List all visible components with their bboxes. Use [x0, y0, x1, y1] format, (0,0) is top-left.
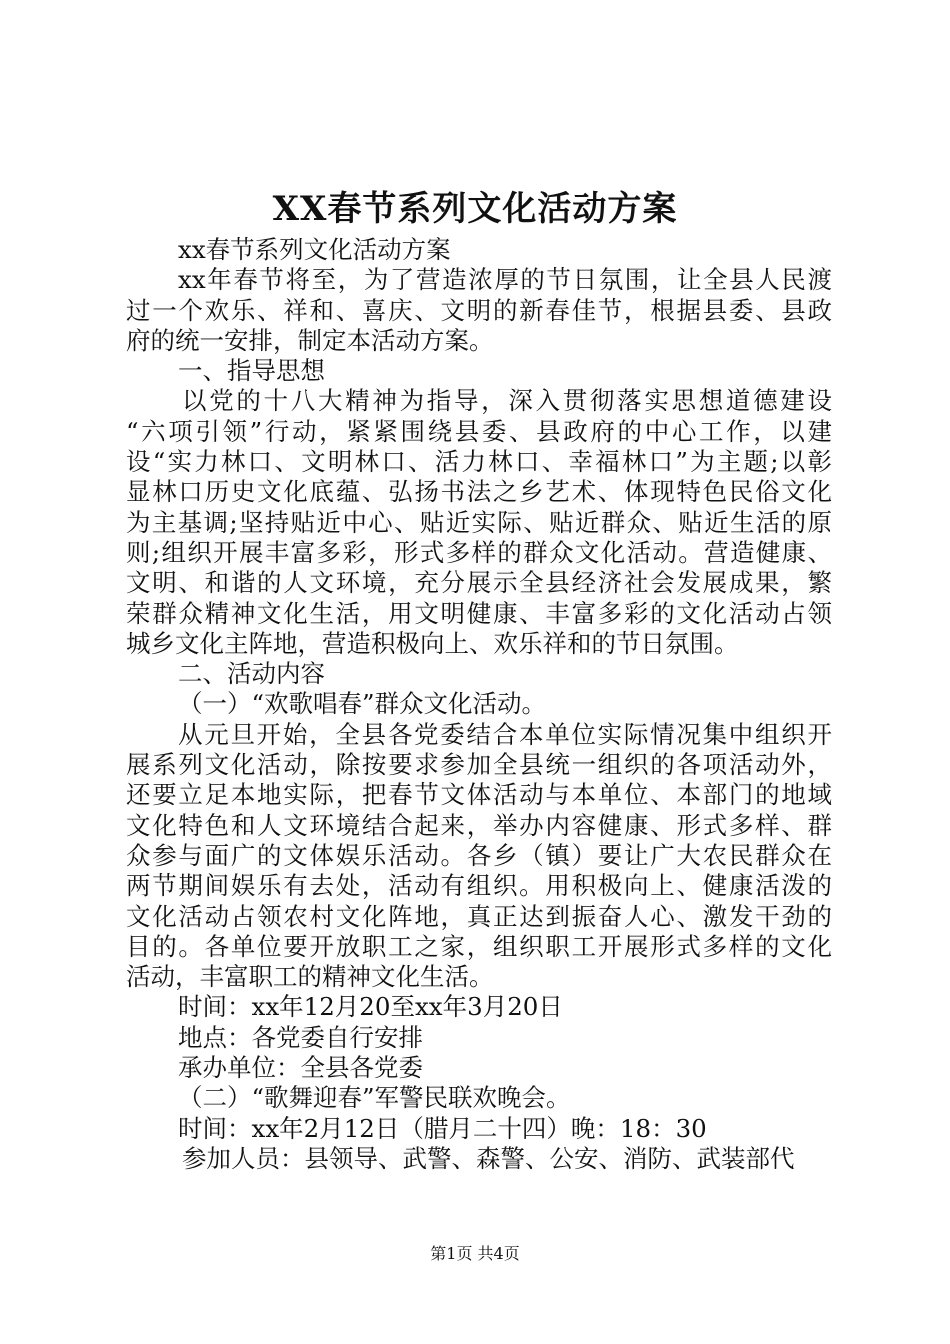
text-line: 两节期间娱乐有去处，活动有组织。用积极向上、健康活泼的: [126, 871, 832, 901]
page-footer: 第1页 共4页: [430, 1244, 520, 1263]
subsection-heading: （一）“欢歌唱春”群众文化活动。: [178, 689, 547, 719]
text-line: 显林口历史文化底蕴、弘扬书法之乡艺术、体现特色民俗文化: [126, 477, 832, 507]
text-line: 活动，丰富职工的精神文化生活。: [126, 962, 494, 992]
text-line: 承办单位：全县各党委: [178, 1053, 423, 1083]
text-line: xx年春节将至，为了营造浓厚的节日氛围，让全县人民渡: [178, 265, 832, 295]
document-body: [126, 235, 832, 1174]
text-line: 时间：xx年12月20至xx年3月20日: [178, 992, 563, 1022]
text-line: 城乡文化主阵地，营造积极向上、欢乐祥和的节日氛围。: [126, 628, 739, 658]
text-line: 为主基调;坚持贴近中心、贴近实际、贴近群众、贴近生活的原: [126, 507, 832, 537]
text-line: 文明、和谐的人文环境，充分展示全县经济社会发展成果，繁: [126, 568, 832, 598]
text-line: 文化活动占领农村文化阵地，真正达到振奋人心、激发干劲的: [126, 901, 832, 931]
text-line: 众参与面广的文体娱乐活动。各乡（镇）要让广大农民群众在: [126, 840, 832, 870]
document-title: XX春节系列文化活动方案: [272, 189, 678, 229]
text-line: 以党的十八大精神为指导，深入贯彻落实思想道德建设: [182, 386, 832, 416]
text-line: 从元旦开始，全县各党委结合本单位实际情况集中组织开: [178, 719, 832, 749]
text-line: 文化特色和人文环境结合起来，举办内容健康、形式多样、群: [126, 810, 832, 840]
subsection-heading: （二）“歌舞迎春”军警民联欢晚会。: [178, 1083, 571, 1113]
text-line: 参加人员：县领导、武警、森警、公安、消防、武装部代: [182, 1143, 795, 1173]
text-line: 目的。各单位要开放职工之家，组织职工开展形式多样的文化: [126, 931, 832, 961]
text-line: 时间：xx年2月12日（腊月二十四）晚：18：30: [178, 1113, 707, 1143]
text-line: 展系列文化活动，除按要求参加全县统一组织的各项活动外，: [126, 750, 832, 780]
text-line: 还要立足本地实际，把春节文体活动与本单位、本部门的地域: [126, 780, 832, 810]
text-line: “六项引领”行动，紧紧围绕县委、县政府的中心工作，以建: [126, 416, 832, 446]
text-line: 过一个欢乐、祥和、喜庆、文明的新春佳节，根据县委、县政: [126, 295, 832, 325]
text-line: 荣群众精神文化生活，用文明健康、丰富多彩的文化活动占领: [126, 598, 832, 628]
text-line: 府的统一安排，制定本活动方案。: [126, 325, 494, 355]
text-line: 则;组织开展丰富多彩，形式多样的群众文化活动。营造健康、: [126, 537, 832, 567]
text-line: 地点：各党委自行安排: [178, 1022, 423, 1052]
section-heading: 一、指导思想: [178, 356, 325, 386]
text-line: 设“实力林口、文明林口、活力林口、幸福林口”为主题;以彰: [126, 447, 832, 477]
text-line: xx春节系列文化活动方案: [178, 235, 451, 264]
section-heading: 二、活动内容: [178, 659, 325, 689]
